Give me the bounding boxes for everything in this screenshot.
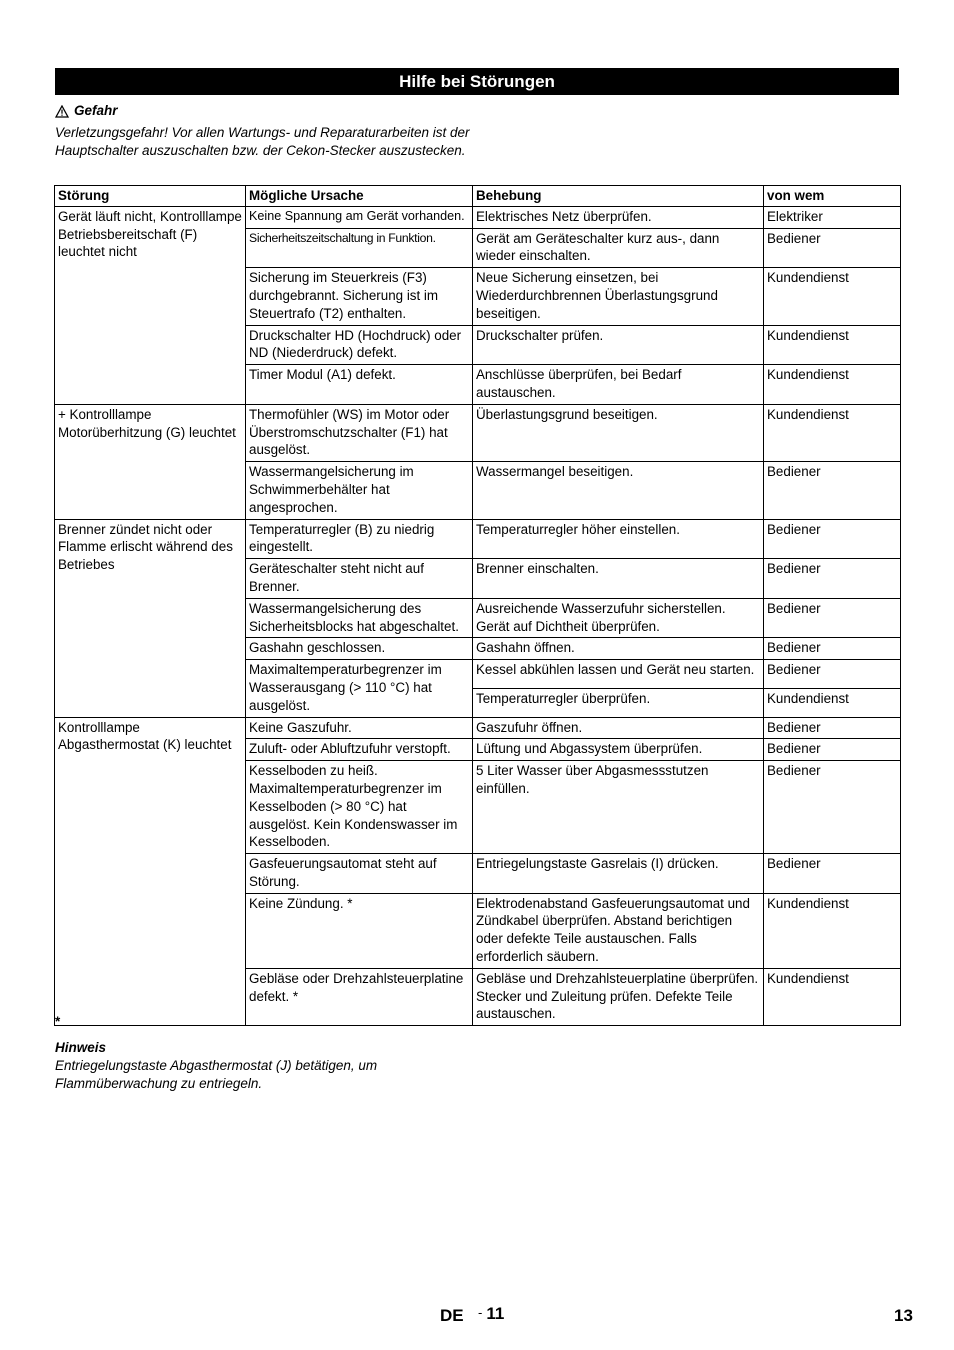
remedy-cell: Druckschalter prüfen. <box>473 325 764 365</box>
remedy-cell: Kessel abkühlen lassen und Gerät neu starten. <box>473 660 764 689</box>
warning-label: Gefahr <box>74 103 118 118</box>
footnote-star: * <box>55 1014 61 1029</box>
remedy-cell: 5 Liter Wasser über Abgasmessstutzen einfüllen. <box>473 761 764 854</box>
by-cell: Kundendienst <box>764 325 901 365</box>
by-cell: Kundendienst <box>764 688 901 717</box>
warning-heading <box>55 102 475 120</box>
footer-language: DE <box>440 1306 464 1325</box>
by-cell: Kundendienst <box>764 893 901 968</box>
by-cell: Bediener <box>764 638 901 660</box>
by-cell: Kundendienst <box>764 404 901 461</box>
table-row <box>55 519 901 559</box>
remedy-cell: Elektrisches Netz überprüfen. <box>473 206 764 228</box>
by-cell: Bediener <box>764 559 901 599</box>
remedy-cell: Ausreichende Wasserzufuhr sicherstellen. Gerät auf Dichtheit überprüfen. <box>473 598 764 638</box>
hint-label: Hinweis <box>55 1040 107 1055</box>
cause-cell: Sicherung im Steuerkreis (F3) durchgebrannt. Sicherung ist im Steuertrafo (T2) enthalten. <box>246 268 473 325</box>
remedy-cell: Lüftung und Abgassystem überprüfen. <box>473 739 764 761</box>
cause-cell: Timer Modul (A1) defekt. <box>246 365 473 405</box>
by-cell: Bediener <box>764 519 901 559</box>
table-header-row <box>55 186 901 207</box>
remedy-cell: Gashahn öffnen. <box>473 638 764 660</box>
fault-cell: Brenner zündet nicht oder Flamme erlischt während des Betriebes <box>55 519 246 717</box>
warning-block <box>55 102 475 160</box>
cause-cell: Sicherheitszeitschaltung in Funktion. <box>246 228 473 268</box>
remedy-cell: Elektrodenabstand Gasfeuerungsautomat und Zündkabel überprüfen. Abstand berichtigen oder defekte Teile austauschen. Falls erforderlich säubern. <box>473 893 764 968</box>
by-cell: Bediener <box>764 739 901 761</box>
table-row <box>55 404 901 461</box>
remedy-cell: Brenner einschalten. <box>473 559 764 599</box>
fault-cell: Kontrolllampe Abgasthermostat (K) leuchtet <box>55 717 246 1026</box>
cause-cell: Keine Gaszufuhr. <box>246 717 473 739</box>
footer-subpage <box>478 1304 504 1324</box>
cause-cell: Maximaltemperaturbegrenzer im Wasserausgang (> 110 °C) hat ausgelöst. <box>246 660 473 717</box>
cause-cell: Kesselboden zu heiß. Maximaltemperaturbegrenzer im Kesselboden (> 80 °C) hat ausgelöst. Kein Kondenswasser im Kesselboden. <box>246 761 473 854</box>
header-cause: Mögliche Ursache <box>246 186 473 207</box>
table-row <box>55 717 901 739</box>
cause-cell: Gashahn geschlossen. <box>246 638 473 660</box>
cause-cell: Thermofühler (WS) im Motor oder Überstromschutzschalter (F1) hat ausgelöst. <box>246 404 473 461</box>
cause-cell: Druckschalter HD (Hochdruck) oder ND (Niederdruck) defekt. <box>246 325 473 365</box>
cause-cell: Keine Zündung. * <box>246 893 473 968</box>
by-cell: Elektriker <box>764 206 901 228</box>
remedy-cell: Gerät am Geräteschalter kurz aus-, dann wieder einschalten. <box>473 228 764 268</box>
by-cell: Bediener <box>764 717 901 739</box>
fault-cell: + Kontrolllampe Motorüberhitzung (G) leuchtet <box>55 404 246 519</box>
remedy-cell: Überlastungsgrund beseitigen. <box>473 404 764 461</box>
cause-cell: Gebläse oder Drehzahlsteuerplatine defekt. * <box>246 968 473 1025</box>
cause-cell: Temperaturregler (B) zu niedrig eingestellt. <box>246 519 473 559</box>
by-cell: Bediener <box>764 462 901 519</box>
by-cell: Kundendienst <box>764 365 901 405</box>
cause-cell: Gasfeuerungsautomat steht auf Störung. <box>246 854 473 894</box>
hint-text: Entriegelungstaste Abgasthermostat (J) betätigen, um Flammüberwachung zu entriegeln. <box>55 1058 378 1091</box>
cause-cell: Geräteschalter steht nicht auf Brenner. <box>246 559 473 599</box>
warning-triangle-icon <box>55 105 69 118</box>
remedy-cell: Anschlüsse überprüfen, bei Bedarf austauschen. <box>473 365 764 405</box>
by-cell: Bediener <box>764 660 901 689</box>
remedy-cell: Neue Sicherung einsetzen, bei Wiederdurchbrennen Überlastungsgrund beseitigen. <box>473 268 764 325</box>
by-cell: Kundendienst <box>764 968 901 1025</box>
cause-cell: Wassermangelsicherung des Sicherheitsblocks hat abgeschaltet. <box>246 598 473 638</box>
by-cell: Bediener <box>764 761 901 854</box>
remedy-cell: Gebläse und Drehzahlsteuerplatine überprüfen. Stecker und Zuleitung prüfen. Defekte Teile austauschen. <box>473 968 764 1025</box>
warning-text: Verletzungsgefahr! Vor allen Wartungs- und Reparaturarbeiten ist der Hauptschalter auszuschalten bzw. der Cekon-Stecker auszustecken. <box>55 125 470 158</box>
table-row <box>55 206 901 228</box>
header-fault: Störung <box>55 186 246 207</box>
footer-subpage-number: 11 <box>486 1304 505 1323</box>
by-cell: Bediener <box>764 854 901 894</box>
fault-table <box>54 185 901 1026</box>
by-cell: Kundendienst <box>764 268 901 325</box>
remedy-cell: Gaszufuhr öffnen. <box>473 717 764 739</box>
by-cell: Bediener <box>764 598 901 638</box>
footer-dash: - <box>478 1305 483 1320</box>
remedy-cell: Entriegelungstaste Gasrelais (I) drücken. <box>473 854 764 894</box>
remedy-cell: Temperaturregler höher einstellen. <box>473 519 764 559</box>
cause-cell: Zuluft- oder Abluftzufuhr verstopft. <box>246 739 473 761</box>
footnote-block <box>55 1013 475 1093</box>
header-remedy: Behebung <box>473 186 764 207</box>
by-cell: Bediener <box>764 228 901 268</box>
fault-cell: Gerät läuft nicht, Kontrolllampe Betriebsbereitschaft (F) leuchtet nicht <box>55 206 246 404</box>
header-by: von wem <box>764 186 901 207</box>
page-title: Hilfe bei Störungen <box>55 68 899 95</box>
page-number: 13 <box>894 1306 913 1325</box>
remedy-cell: Wassermangel beseitigen. <box>473 462 764 519</box>
cause-cell: Keine Spannung am Gerät vorhanden. <box>246 206 473 228</box>
cause-cell: Wassermangelsicherung im Schwimmerbehälter hat angesprochen. <box>246 462 473 519</box>
remedy-cell: Temperaturregler überprüfen. <box>473 688 764 717</box>
